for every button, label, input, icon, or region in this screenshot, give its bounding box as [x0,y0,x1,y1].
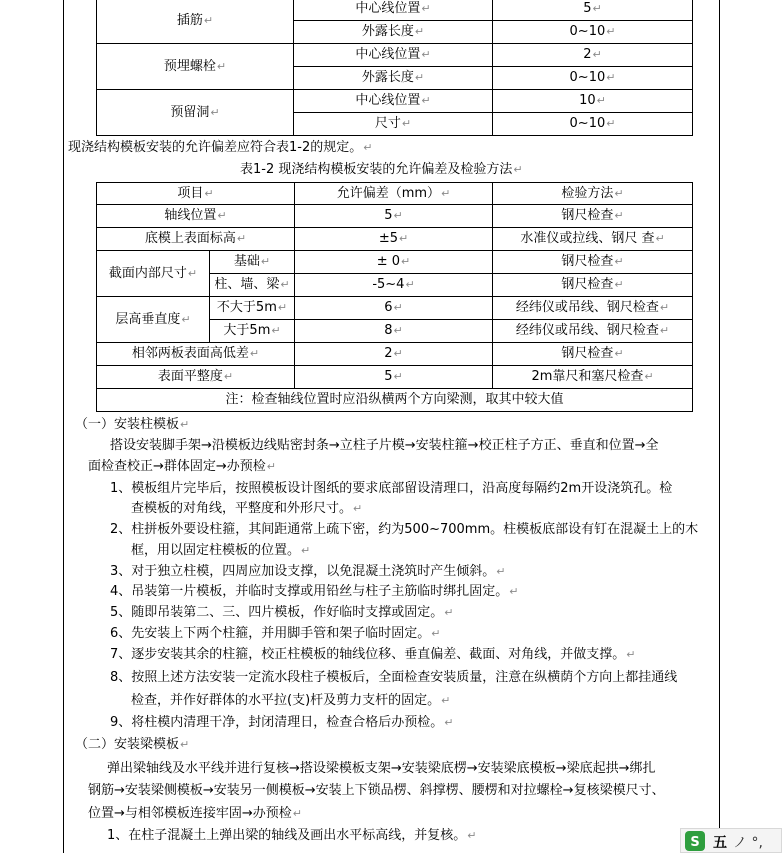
list-item: 4、吊装第一片模板，并临时支撑或用铅丝与柱子主筋临时绑扎固定。↵ [110,584,519,599]
table-cell: 轴线位置↵ [97,205,295,228]
table-cell: 不大于5m↵ [210,297,295,320]
table-cell: 钢尺检查↵ [493,251,693,274]
table-cell: -5~4↵ [295,274,493,297]
list-item-continuation: 检查，并作好群体的水平拉(支)杆及剪力支杆的固定。↵ [131,693,451,708]
header-method: 检验方法↵ [493,183,693,205]
table-row [97,228,693,251]
section-heading-column-formwork: （一）安装柱模板↵ [75,417,190,432]
table-cell: 尺寸↵ [294,113,493,136]
list-item: 1、在柱子混凝土上弹出梁的轴线及画出水平标高线，并复核。↵ [107,828,477,843]
list-item: 9、将柱模内清理干净，封闭清理日，检查合格后办预检。↵ [110,715,454,730]
table-cell: 0~10↵ [493,21,693,44]
table-cell: 外露长度↵ [294,67,493,90]
header-item: 项目↵ [97,183,295,205]
page-right-border [719,0,720,853]
table-cell: 中心线位置↵ [294,90,493,113]
ime-mode-label[interactable]: 五 [713,835,727,851]
table-cell: 6↵ [295,297,493,320]
table-cell: 中心线位置↵ [294,0,493,21]
table-cell: 钢尺检查↵ [493,274,693,297]
table-cell: 钢尺检查↵ [493,343,693,366]
table-cell: 钢尺检查↵ [493,205,693,228]
process-flow-line: 面检查校正→群体固定→办预检↵ [88,459,277,474]
table-cell: 5↵ [295,205,493,228]
ime-status-glyphs[interactable]: ノ °, [733,835,763,851]
table-cell: 2↵ [295,343,493,366]
table-row [97,297,693,320]
table-cell: 表面平整度↵ [97,366,295,389]
list-item: 8、按照上述方法安装一定流水段柱子模板后，全面检查安装质量，注意在纵横荫个方向上都挂通线 [110,670,678,685]
table-cell: 柱、墙、梁↵ [210,274,295,297]
tolerance-table-embedded [96,0,693,136]
table-cell: 基础↵ [210,251,295,274]
section-heading-beam-formwork: （二）安装梁模板↵ [75,737,190,752]
table-cell: 0~10↵ [493,113,693,136]
table-cell: 预留洞↵ [97,90,294,136]
table-cell: 2m靠尺和塞尺检查↵ [493,366,693,389]
process-flow-line: 搭设安装脚手架→沿模板边线贴密封条→立柱子片模→安装柱箍→校正柱子方正、垂直和位置→全 [110,438,659,453]
list-item-continuation: 框，用以固定柱模板的位置。↵ [131,543,311,558]
table-row [97,251,693,274]
table-cell: 底模上表面标高↵ [97,228,295,251]
process-flow-line: 钢筋→安装梁侧模板→安装另一侧模板→安装上下锁品楞、斜撑楞、腰楞和对拉螺栓→复核梁模尺寸、 [88,783,665,798]
intro-paragraph: 现浇结构模板安装的允许偏差应符合表1-2的规定。↵ [68,140,373,155]
list-item: 5、随即吊装第二、三、四片模板，作好临时支撑或固定。↵ [110,605,454,620]
page-left-border [63,0,64,853]
table-cell: ±5↵ [295,228,493,251]
table-cell: 外露长度↵ [294,21,493,44]
table-header-row [97,183,693,205]
table-row [97,343,693,366]
ime-status-bar[interactable] [680,828,782,853]
table-cell: 水准仪或拉线、钢尺 查↵ [493,228,693,251]
list-item: 7、逐步安装其余的柱箍，校正柱模板的轴线位移、垂直偏差、截面、对角线，并做支撑。↵ [110,647,636,662]
table-note-row [97,389,693,412]
table-cell: 相邻两板表面高低差↵ [97,343,295,366]
svg-text:S: S [690,835,700,850]
ime-logo-icon[interactable] [684,830,706,856]
table-caption: 表1-2 现浇结构模板安装的允许偏差及检验方法↵ [240,162,523,177]
table-cell: 截面内部尺寸↵ [97,251,210,297]
table-cell: 5↵ [295,366,493,389]
table-cell: 经纬仪或吊线、钢尺检查↵ [493,320,693,343]
table-row [97,205,693,228]
table-cell: 0~10↵ [493,67,693,90]
table-note: 注：检查轴线位置时应沿纵横两个方向梁测，取其中较大值 [97,389,693,412]
formwork-tolerance-table [96,182,693,412]
list-item: 6、先安装上下两个柱箍，并用脚手管和架子临时固定。↵ [110,626,441,641]
list-item-continuation: 查模板的对角线，平整度和外形尺寸。↵ [131,501,363,516]
table-cell: 2↵ [493,44,693,67]
table-cell: 10↵ [493,90,693,113]
table-cell: 中心线位置↵ [294,44,493,67]
table-cell: 预埋螺栓↵ [97,44,294,90]
table-cell: ± 0↵ [295,251,493,274]
table-row [97,366,693,389]
table-cell: 8↵ [295,320,493,343]
table-cell: 经纬仪或吊线、钢尺检查↵ [493,297,693,320]
list-item: 1、模板组片完毕后，按照模板设计图纸的要求底部留设清理口，沿高度每隔约2m开设浇筑孔。检 [110,481,673,496]
list-item: 3、对于独立柱模，四周应加设支撑，以免混凝土浇筑时产生倾斜。↵ [110,564,506,579]
table-cell: 插筋↵ [97,0,294,44]
table-cell: 层高垂直度↵ [97,297,210,343]
process-flow-line: 位置→与相邻模板连接牢固→办预检↵ [88,806,303,821]
header-deviation: 允许偏差（mm）↵ [295,183,493,205]
table-cell: 5↵ [493,0,693,21]
list-item: 2、柱拼板外要设柱箍，其间距通常上疏下密，约为500~700mm。柱模板底部设有钉在混凝土上的木 [110,522,699,537]
table-cell: 大于5m↵ [210,320,295,343]
process-flow-line: 弹出梁轴线及水平线并进行复核→搭设梁模板支架→安装梁底楞→安装梁底模板→梁底起拱→绑扎 [107,761,656,776]
